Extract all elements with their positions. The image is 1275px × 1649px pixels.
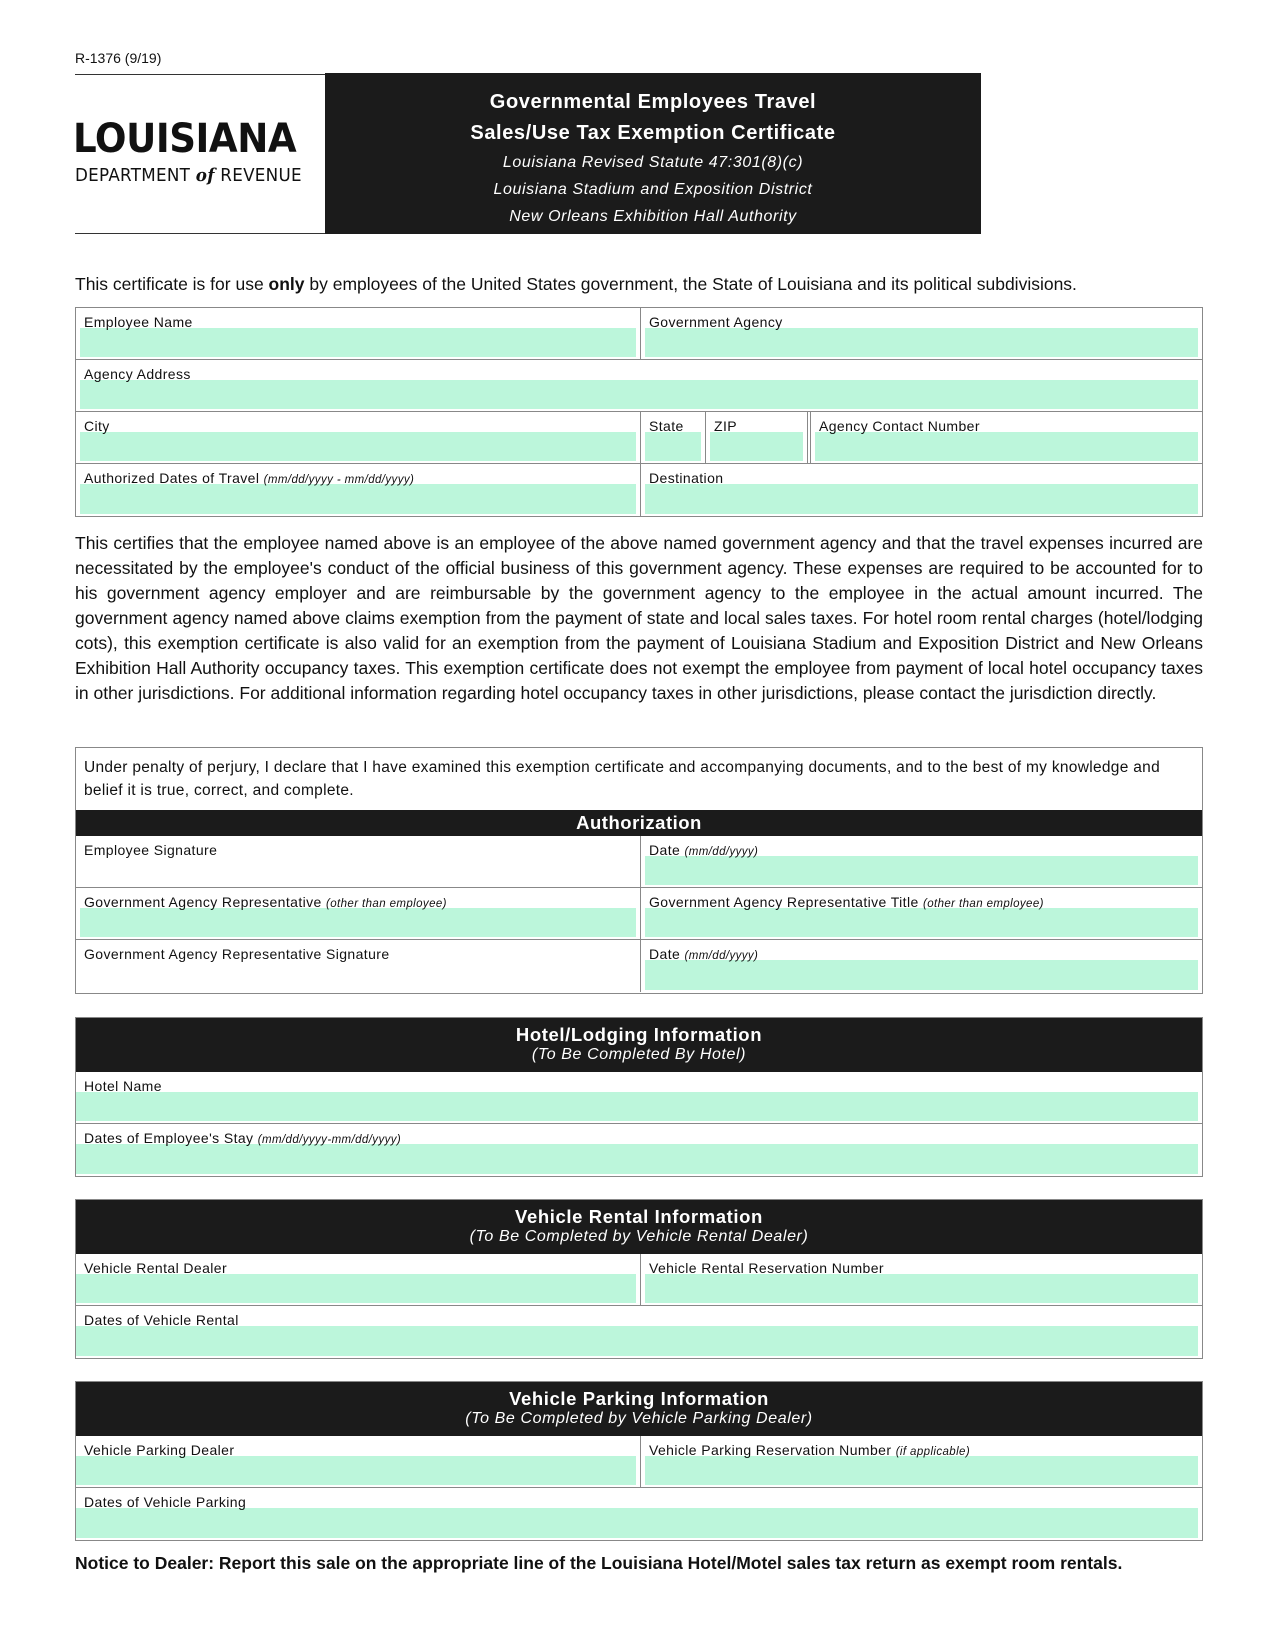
vehicle-rental-section xyxy=(75,1199,1203,1359)
row-representative-signature xyxy=(76,940,1202,992)
agency-address-field[interactable] xyxy=(80,380,1198,409)
date-text: Date xyxy=(649,842,681,858)
form-code: R-1376 (9/19) xyxy=(75,50,162,66)
title-district: Louisiana Stadium and Exposition District xyxy=(493,181,813,198)
parking-dates-cell xyxy=(76,1488,1202,1540)
hotel-subheading: (To Be Completed By Hotel) xyxy=(531,1046,747,1063)
vehicle-parking-section xyxy=(75,1381,1203,1541)
parking-dates-field[interactable] xyxy=(76,1508,1198,1538)
vehicle-rental-subheading: (To Be Completed by Vehicle Rental Dealer) xyxy=(469,1228,809,1245)
rental-reservation-label: Vehicle Rental Reservation Number xyxy=(649,1260,884,1276)
declaration-text: Under penalty of perjury, I declare that I have examined this exemption certificate and accompanying documents, and to the best of my knowledge and belief it is true, correct, and complete. xyxy=(84,759,1161,799)
vehicle-parking-subheading: (To Be Completed by Vehicle Parking Dealer) xyxy=(465,1410,813,1427)
rental-dealer-label: Vehicle Rental Dealer xyxy=(84,1260,228,1276)
title-line-2: Sales/Use Tax Exemption Certificate xyxy=(470,122,836,144)
date-format: (mm/dd/yyyy) xyxy=(684,846,759,858)
agency-contact-label: Agency Contact Number xyxy=(819,418,980,434)
employee-signature-cell[interactable] xyxy=(76,836,640,887)
parking-dealer-cell xyxy=(76,1436,640,1487)
row-representative xyxy=(76,888,1202,940)
row-name-agency xyxy=(76,308,1202,360)
government-agency-label: Government Agency xyxy=(649,314,783,330)
government-agency-cell xyxy=(640,308,1202,359)
vehicle-parking-header xyxy=(76,1382,1202,1436)
logo-rule-bottom xyxy=(75,233,325,234)
hotel-name-label: Hotel Name xyxy=(84,1078,162,1094)
destination-label: Destination xyxy=(649,470,724,486)
hotel-name-field[interactable] xyxy=(76,1092,1198,1121)
stay-dates-text: Dates of Employee's Stay xyxy=(84,1130,254,1146)
agency-address-label: Agency Address xyxy=(84,366,191,382)
rental-dates-label: Dates of Vehicle Rental xyxy=(84,1312,239,1328)
intro-bold: only xyxy=(268,274,305,294)
government-agency-field[interactable] xyxy=(645,328,1198,357)
hotel-heading: Hotel/Lodging Information xyxy=(515,1024,763,1045)
representative-signature-label: Government Agency Representative Signature xyxy=(84,946,390,962)
intro-text xyxy=(75,274,1077,295)
row-rental-dates xyxy=(76,1306,1202,1358)
city-cell xyxy=(76,412,640,463)
vehicle-rental-header xyxy=(76,1200,1202,1254)
logo-sub-of: of xyxy=(195,165,215,186)
travel-dates-cell xyxy=(76,464,640,516)
vehicle-parking-heading: Vehicle Parking Information xyxy=(509,1388,769,1409)
employee-name-cell xyxy=(76,308,640,359)
parking-dealer-field[interactable] xyxy=(76,1456,636,1485)
agency-contact-cell xyxy=(807,412,1202,463)
employee-date-label xyxy=(649,842,758,858)
date-format-2: (mm/dd/yyyy) xyxy=(684,950,759,962)
representative-label xyxy=(84,894,447,910)
representative-title-note: (other than employee) xyxy=(922,898,1044,910)
intro-post: by employees of the United States government, the State of Louisiana and its political subdivisions. xyxy=(304,274,1077,294)
rental-dates-cell xyxy=(76,1306,1202,1358)
authorization-heading: Authorization xyxy=(76,810,1202,836)
rental-dealer-field[interactable] xyxy=(76,1274,636,1303)
parking-reservation-cell xyxy=(640,1436,1202,1487)
destination-field[interactable] xyxy=(645,484,1198,514)
row-parking-dates xyxy=(76,1488,1202,1540)
employee-date-field[interactable] xyxy=(645,856,1198,885)
title-authority: New Orleans Exhibition Hall Authority xyxy=(509,208,797,225)
zip-label: ZIP xyxy=(714,418,737,434)
representative-field[interactable] xyxy=(80,908,636,937)
representative-title-field[interactable] xyxy=(645,908,1198,937)
row-travel xyxy=(76,464,1202,516)
intro-pre: This certificate is for use xyxy=(75,274,269,294)
state-field[interactable] xyxy=(645,432,701,461)
row-employee-signature xyxy=(76,836,1202,888)
parking-reservation-note: (if applicable) xyxy=(895,1446,971,1458)
rental-reservation-cell xyxy=(640,1254,1202,1305)
vehicle-rental-heading: Vehicle Rental Information xyxy=(515,1206,763,1227)
row-rental-dealer xyxy=(76,1254,1202,1306)
representative-signature-cell[interactable] xyxy=(76,940,640,992)
row-hotel-name xyxy=(76,1072,1202,1124)
representative-title-label xyxy=(649,894,1044,910)
employee-date-cell xyxy=(640,836,1202,887)
parking-reservation-field[interactable] xyxy=(645,1456,1198,1485)
travel-dates-field[interactable] xyxy=(80,484,636,514)
stay-dates-cell xyxy=(76,1124,1202,1176)
rental-dates-field[interactable] xyxy=(76,1326,1198,1356)
employee-name-label: Employee Name xyxy=(84,314,193,330)
logo-rule-top xyxy=(75,74,325,75)
state-cell xyxy=(640,412,705,463)
representative-note: (other than employee) xyxy=(326,898,447,910)
stay-dates-label xyxy=(84,1130,401,1146)
logo-department-of-revenue xyxy=(75,165,302,186)
title-statute: Louisiana Revised Statute 47:301(8)(c) xyxy=(502,154,804,171)
authorization-grid xyxy=(76,836,1202,993)
parking-dates-label: Dates of Vehicle Parking xyxy=(84,1494,247,1510)
hotel-header xyxy=(76,1018,1202,1072)
state-label: State xyxy=(649,418,684,434)
logo-sub-pre: DEPARTMENT xyxy=(75,165,191,186)
parking-reservation-label xyxy=(649,1442,970,1458)
agency-address-cell xyxy=(76,360,1202,411)
representative-date-label xyxy=(649,946,758,962)
logo-sub-post: REVENUE xyxy=(220,165,302,186)
date-text-2: Date xyxy=(649,946,681,962)
employee-info-grid xyxy=(75,307,1203,517)
representative-title-cell xyxy=(640,888,1202,939)
employee-name-field[interactable] xyxy=(80,328,636,357)
row-parking-dealer xyxy=(76,1436,1202,1488)
form-title-box xyxy=(325,73,981,234)
city-label: City xyxy=(84,418,110,434)
travel-dates-text: Authorized Dates of Travel xyxy=(84,470,260,486)
logo-louisiana: LOUISIANA xyxy=(73,116,297,162)
parking-reservation-text: Vehicle Parking Reservation Number xyxy=(649,1442,892,1458)
certification-paragraph: This certifies that the employee named above is an employee of the above named government agency and that the travel expenses incurred are necessitated by the employee's conduct of the official business of this government agency. These expenses are required to be accounted for to his government agency employer and are reimbursable by the government agency to the employee in the actual amount incurred. The government agency named above claims exemption from the payment of state and local sales taxes. For hotel room rental charges (hotel/lodging cots), this exemption certificate is also valid for an exemption from the payment of Louisiana Stadium and Exposition District and New Orleans Exhibition Hall Authority occupancy taxes. This exemption certificate does not exempt the employee from payment of local hotel occupancy taxes in other jurisdictions. For additional information regarding hotel occupancy taxes in other jurisdictions, please contact the jurisdiction directly. xyxy=(75,533,1203,703)
zip-field[interactable] xyxy=(710,432,803,461)
representative-text: Government Agency Representative xyxy=(84,894,322,910)
hotel-name-cell xyxy=(76,1072,1202,1123)
city-field[interactable] xyxy=(80,432,636,461)
representative-date-cell xyxy=(640,940,1202,992)
hotel-section xyxy=(75,1017,1203,1177)
destination-cell xyxy=(640,464,1202,516)
stay-dates-format: (mm/dd/yyyy-mm/dd/yyyy) xyxy=(257,1134,402,1146)
notice-to-dealer: Notice to Dealer: Report this sale on the appropriate line of the Louisiana Hotel/Motel sales tax return as exempt room rentals. xyxy=(75,1553,1123,1573)
row-stay-dates xyxy=(76,1124,1202,1176)
rental-reservation-field[interactable] xyxy=(645,1274,1198,1303)
rental-dealer-cell xyxy=(76,1254,640,1305)
employee-signature-label: Employee Signature xyxy=(84,842,218,858)
parking-dealer-label: Vehicle Parking Dealer xyxy=(84,1442,235,1458)
declaration-box xyxy=(75,747,1203,994)
representative-date-field[interactable] xyxy=(645,960,1198,990)
agency-contact-field[interactable] xyxy=(815,432,1198,461)
title-line-1: Governmental Employees Travel xyxy=(489,91,817,113)
zip-cell xyxy=(705,412,807,463)
row-city-state xyxy=(76,412,1202,464)
stay-dates-field[interactable] xyxy=(76,1144,1198,1174)
travel-dates-label xyxy=(84,470,414,486)
travel-dates-format: (mm/dd/yyyy - mm/dd/yyyy) xyxy=(263,474,415,486)
representative-title-text: Government Agency Representative Title xyxy=(649,894,919,910)
row-address xyxy=(76,360,1202,412)
representative-cell xyxy=(76,888,640,939)
